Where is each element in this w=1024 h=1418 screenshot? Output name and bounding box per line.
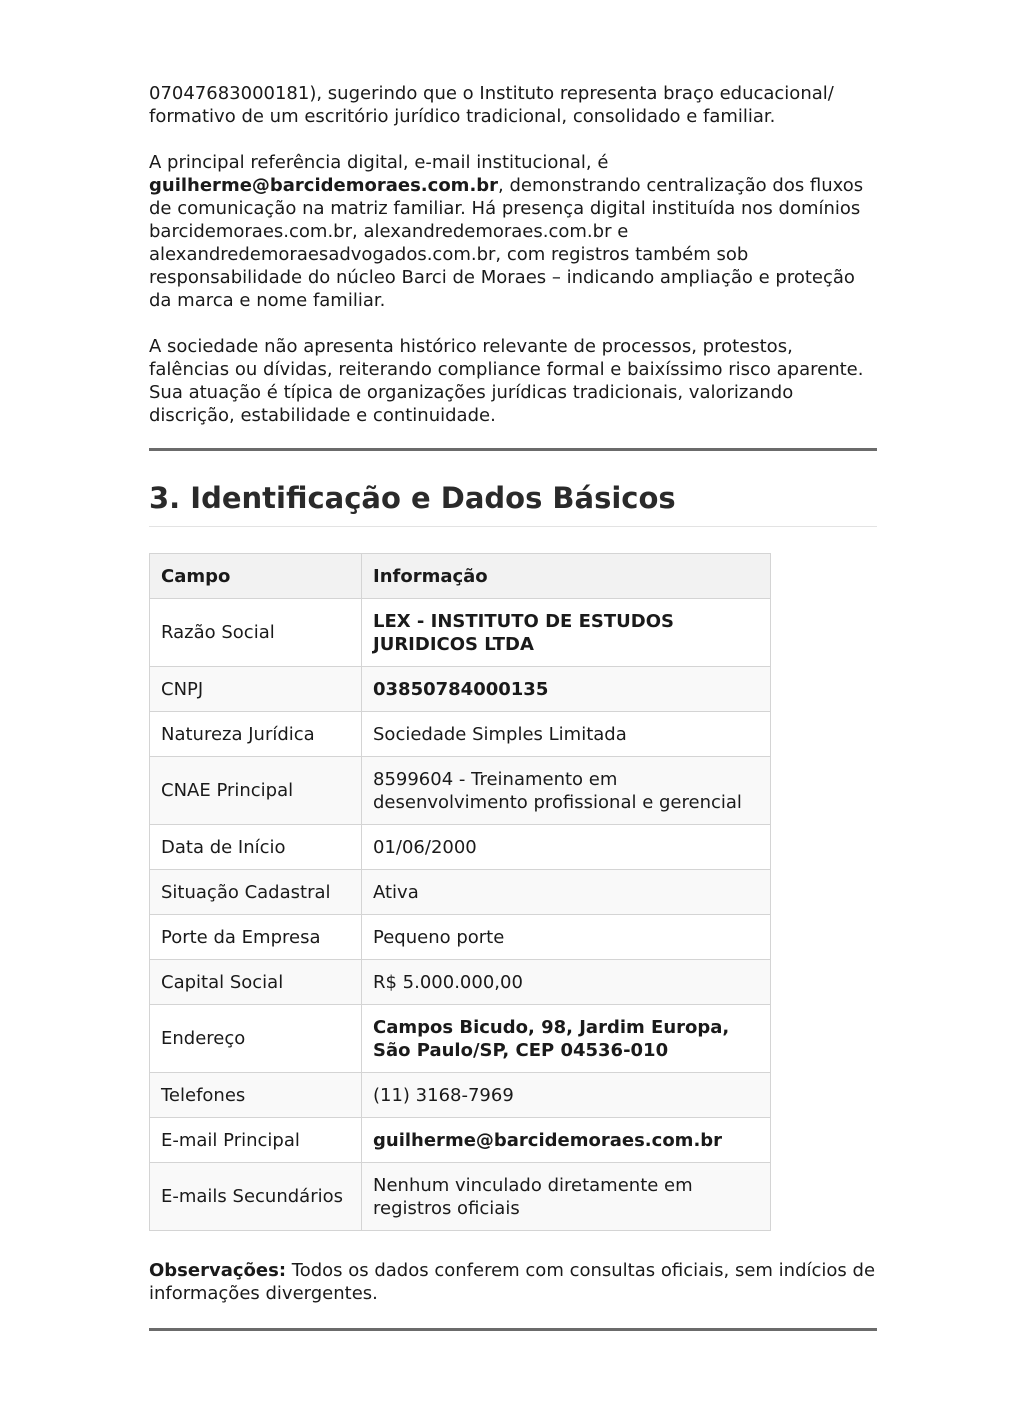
field-label: Razão Social <box>150 599 362 667</box>
field-label: E-mail Principal <box>150 1118 362 1163</box>
field-label: Porte da Empresa <box>150 915 362 960</box>
table-row <box>150 915 771 960</box>
table-row <box>150 870 771 915</box>
field-label: Telefones <box>150 1073 362 1118</box>
section-divider <box>149 448 877 451</box>
field-value: 8599604 - Treinamento em desenvolvimento profissional e gerencial <box>362 757 771 825</box>
table-row <box>150 667 771 712</box>
table-header-field: Campo <box>150 554 362 599</box>
field-label: CNAE Principal <box>150 757 362 825</box>
field-value: 01/06/2000 <box>362 825 771 870</box>
table-row <box>150 1118 771 1163</box>
field-value: R$ 5.000.000,00 <box>362 960 771 1005</box>
table-header-row <box>150 554 771 599</box>
basic-data-table <box>149 553 771 1231</box>
field-value: Ativa <box>362 870 771 915</box>
intro-paragraph-2-prefix: A principal referência digital, e-mail institucional, é <box>149 152 609 173</box>
table-row <box>150 1163 771 1231</box>
field-label: Capital Social <box>150 960 362 1005</box>
table-row <box>150 1073 771 1118</box>
observations-label: Observações: <box>149 1260 287 1281</box>
field-value: LEX - INSTITUTO DE ESTUDOS JURIDICOS LTDA <box>362 599 771 667</box>
field-label: E-mails Secundários <box>150 1163 362 1231</box>
section-title: 3. Identificação e Dados Básicos <box>149 480 877 527</box>
table-row <box>150 825 771 870</box>
bottom-divider <box>149 1328 877 1331</box>
field-value: guilherme@barcidemoraes.com.br <box>362 1118 771 1163</box>
intro-paragraph-2-suffix: , demonstrando centralização dos fluxos de comunicação na matriz familiar. Há presença digital instituída nos domínios barcidemoraes.com.br, alexandredemoraes.com.br e alexandredemoraesadvogados.com.br, com registros também sob responsabilidade do núcleo Barci de Moraes – indicando ampliação e proteção da marca e nome familiar. <box>149 175 864 311</box>
field-value: 03850784000135 <box>362 667 771 712</box>
field-label: Situação Cadastral <box>150 870 362 915</box>
intro-paragraph-1: 07047683000181), sugerindo que o Instituto representa braço educacional/ formativo de um escritório jurídico tradicional, consolidado e familiar. <box>149 83 834 127</box>
table-header-info: Informação <box>362 554 771 599</box>
field-value: (11) 3168-7969 <box>362 1073 771 1118</box>
observations-text: Todos os dados conferem com consultas oficiais, sem indícios de informações divergentes. <box>149 1260 876 1304</box>
field-label: Natureza Jurídica <box>150 712 362 757</box>
table-row <box>150 757 771 825</box>
table-row <box>150 960 771 1005</box>
field-value: Sociedade Simples Limitada <box>362 712 771 757</box>
field-value: Nenhum vinculado diretamente em registros oficiais <box>362 1163 771 1231</box>
document-page <box>149 82 877 1331</box>
table-row <box>150 712 771 757</box>
intro-paragraph-3: A sociedade não apresenta histórico relevante de processos, protestos, falências ou dívidas, reiterando compliance formal e baixíssimo risco aparente. Sua atuação é típica de organizações jurídicas tradicionais, valorizando discrição, estabilidade e continuidade. <box>149 336 864 426</box>
observations-paragraph <box>149 1259 877 1305</box>
field-label: Data de Início <box>150 825 362 870</box>
table-row <box>150 1005 771 1073</box>
institutional-email: guilherme@barcidemoraes.com.br <box>149 175 499 196</box>
intro-paragraph-2 <box>149 151 877 312</box>
field-value: Pequeno porte <box>362 915 771 960</box>
field-label: CNPJ <box>150 667 362 712</box>
table-row <box>150 599 771 667</box>
field-label: Endereço <box>150 1005 362 1073</box>
field-value: Campos Bicudo, 98, Jardim Europa, São Paulo/SP, CEP 04536-010 <box>362 1005 771 1073</box>
